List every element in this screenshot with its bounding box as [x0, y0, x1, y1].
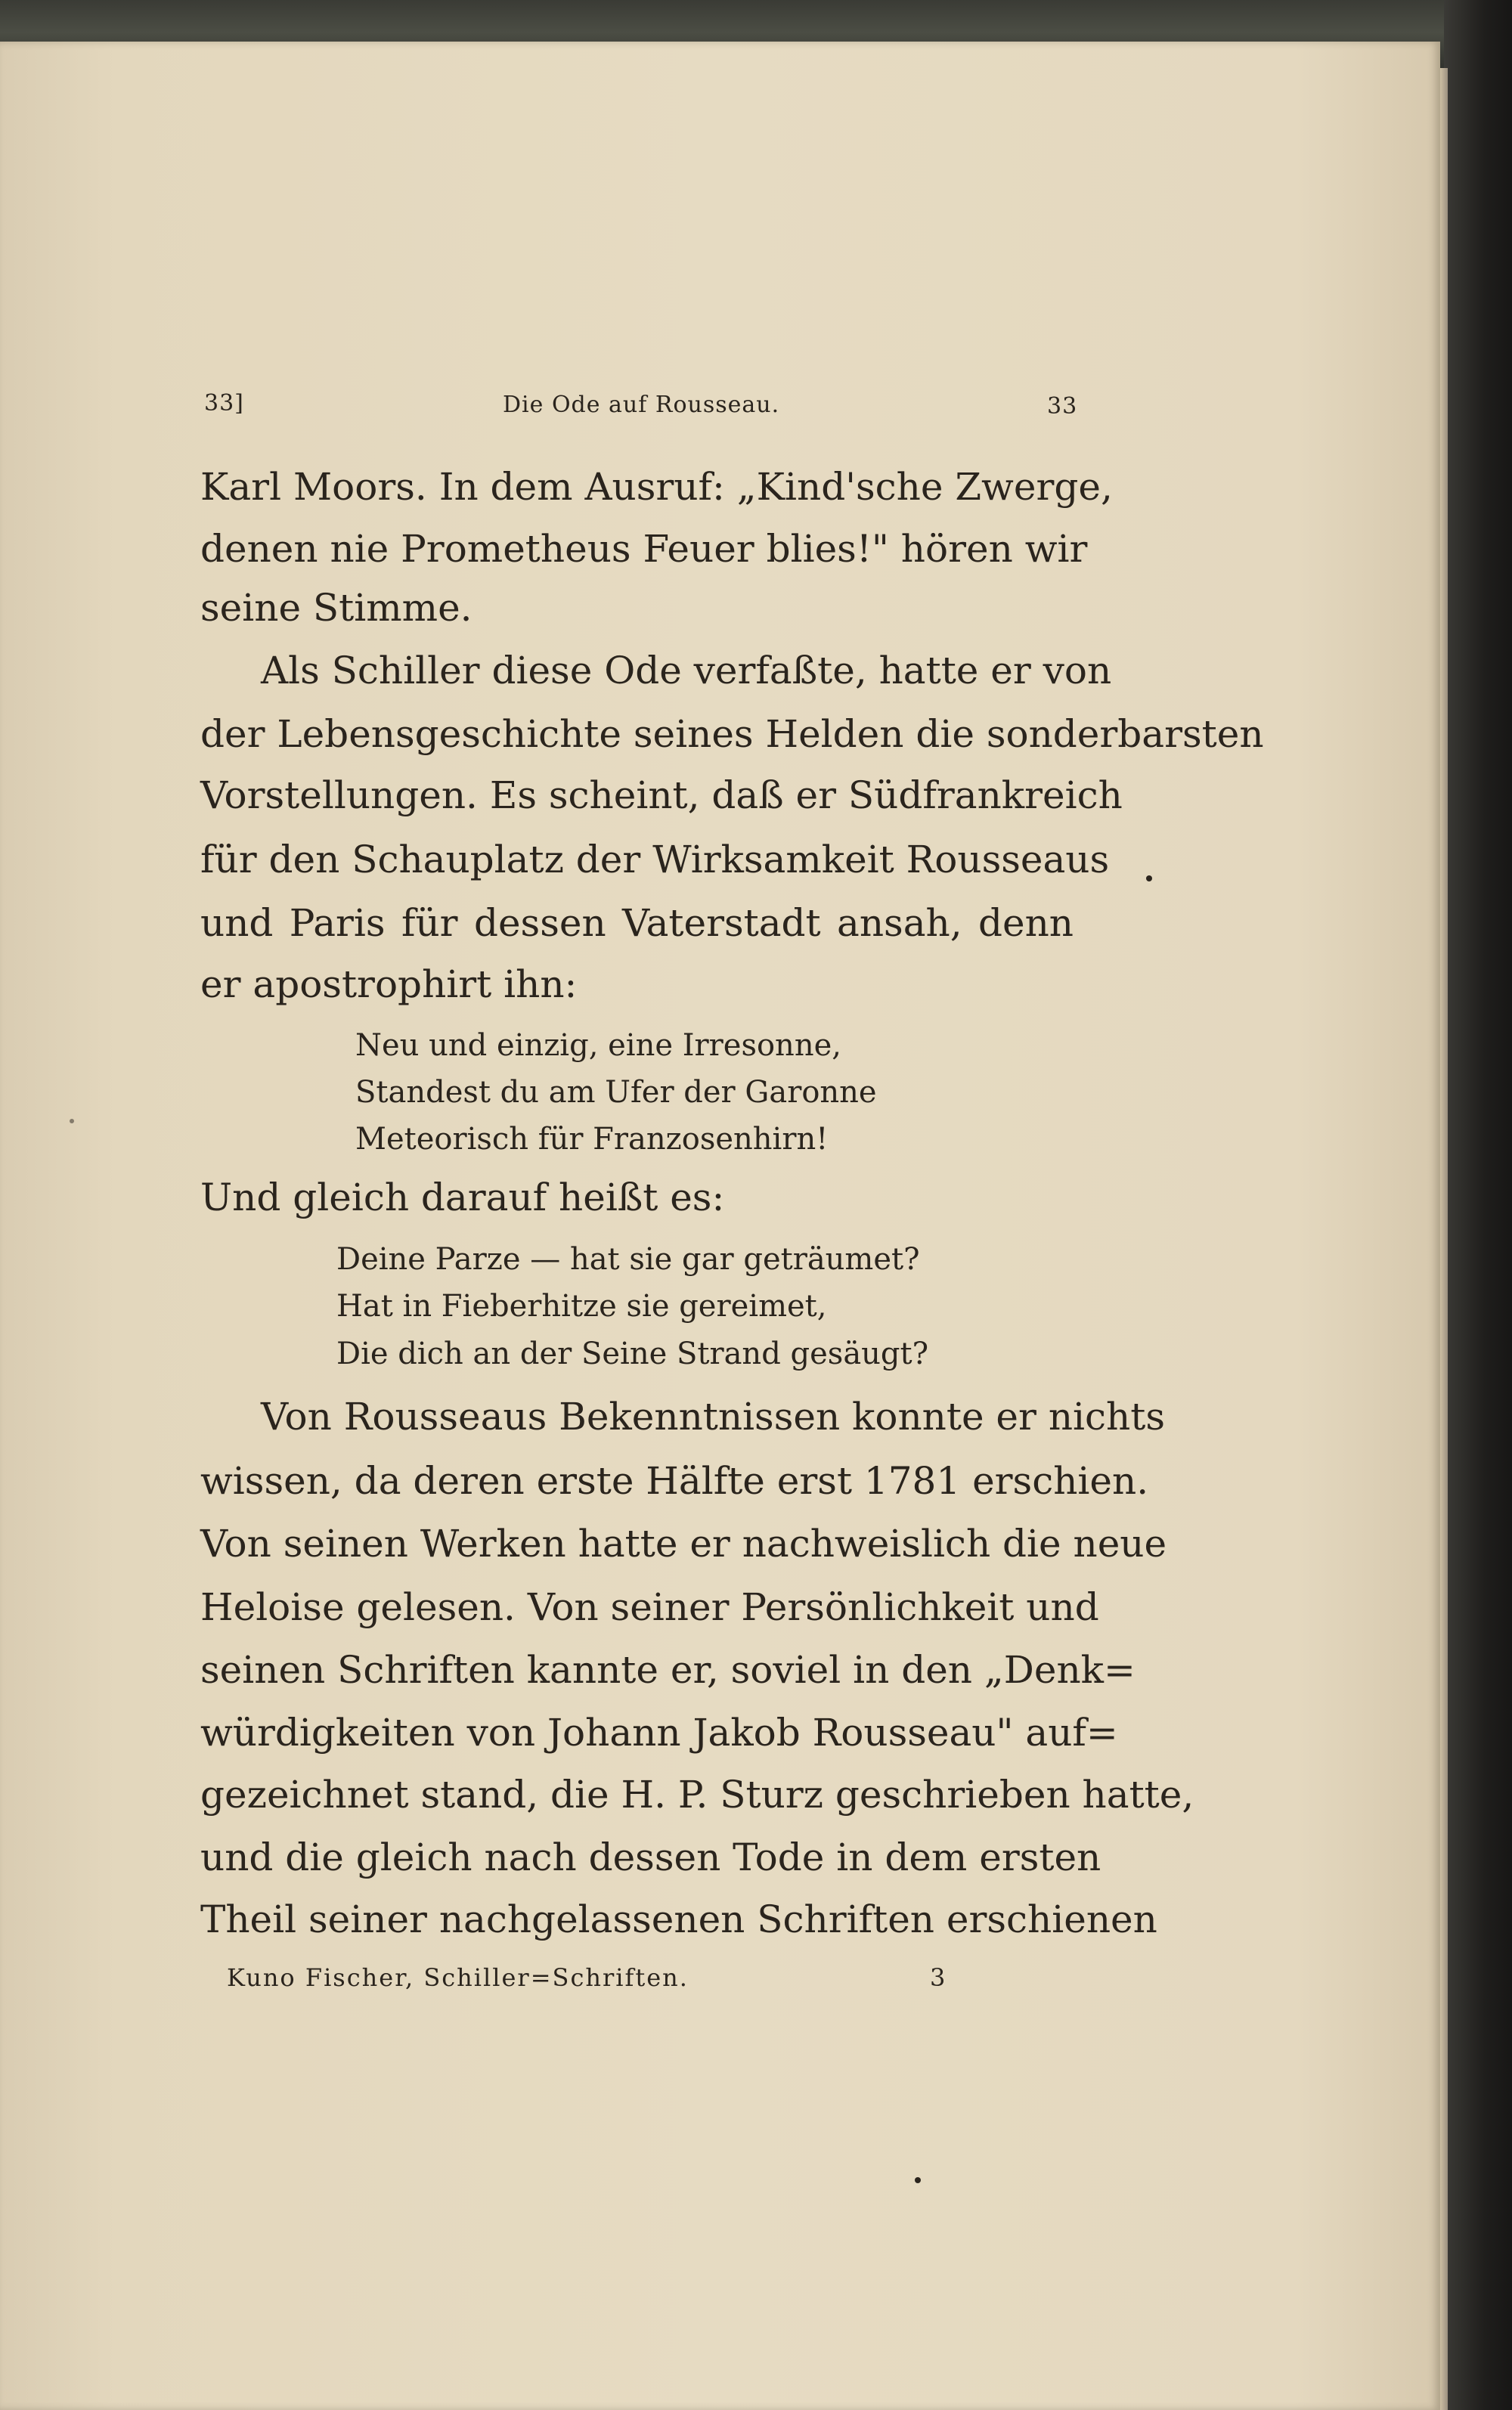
- verse-line: Meteorisch für Franzosenhirn!: [355, 1122, 829, 1157]
- verse-line: Standest du am Ufer der Garonne: [355, 1075, 877, 1110]
- sheet-signature: 3: [930, 1963, 947, 1992]
- body-line: er apostrophirt ihn:: [200, 962, 578, 1006]
- body-line: Und gleich darauf heißt es:: [200, 1176, 725, 1219]
- body-line: der Lebensgeschichte seines Helden die sonderbarsten: [200, 712, 1264, 756]
- body-line: Von seinen Werken hatte er nachweislich die neue: [200, 1522, 1167, 1566]
- verse-line: Neu und einzig, eine Irresonne,: [355, 1028, 841, 1063]
- body-line: würdigkeiten von Johann Jakob Rousseau" auf=: [200, 1711, 1118, 1755]
- body-line: für den Schauplatz der Wirksamkeit Rousseaus: [200, 838, 1110, 881]
- body-line: und Paris für dessen Vaterstadt ansah, denn: [200, 901, 1074, 945]
- verse-line: Die dich an der Seine Strand gesäugt?: [336, 1337, 929, 1371]
- paper-speck: [1146, 875, 1152, 881]
- body-line: Karl Moors. In dem Ausruf: „Kind'sche Zwerge,: [200, 465, 1113, 509]
- page-edge: [1440, 68, 1448, 2410]
- verse-line: Hat in Fieberhitze sie gereimet,: [336, 1289, 827, 1324]
- body-line: Von Rousseaus Bekenntnissen konnte er nichts: [261, 1395, 1165, 1439]
- verse-line: Deine Parze — hat sie gar geträumet?: [336, 1242, 920, 1277]
- body-line: Vorstellungen. Es scheint, daß er Südfrankreich: [200, 773, 1123, 817]
- body-line: und die gleich nach dessen Tode in dem ersten: [200, 1835, 1101, 1879]
- header-left-number: 33]: [204, 390, 244, 417]
- body-line: seine Stimme.: [200, 586, 472, 630]
- running-title: Die Ode auf Rousseau.: [503, 392, 780, 418]
- body-line: denen nie Prometheus Feuer blies!" hören wir: [200, 527, 1088, 571]
- body-line: wissen, da deren erste Hälfte erst 1781 erschien.: [200, 1459, 1149, 1503]
- body-line: Heloise gelesen. Von seiner Persönlichkeit und: [200, 1585, 1099, 1629]
- paper-speck: [70, 1119, 74, 1123]
- paper-speck: [915, 2177, 921, 2183]
- page-number: 33: [1047, 393, 1078, 420]
- body-line: Als Schiller diese Ode verfaßte, hatte er von: [261, 649, 1112, 692]
- body-line: Theil seiner nachgelassenen Schriften erschienen: [200, 1897, 1157, 1941]
- body-line: gezeichnet stand, die H. P. Sturz geschrieben hatte,: [200, 1773, 1194, 1817]
- footer-author-title: Kuno Fischer, Schiller=Schriften.: [227, 1963, 689, 1992]
- body-line: seinen Schriften kannte er, soviel in den „Denk=: [200, 1648, 1136, 1692]
- book-binding-right: [1444, 0, 1512, 2410]
